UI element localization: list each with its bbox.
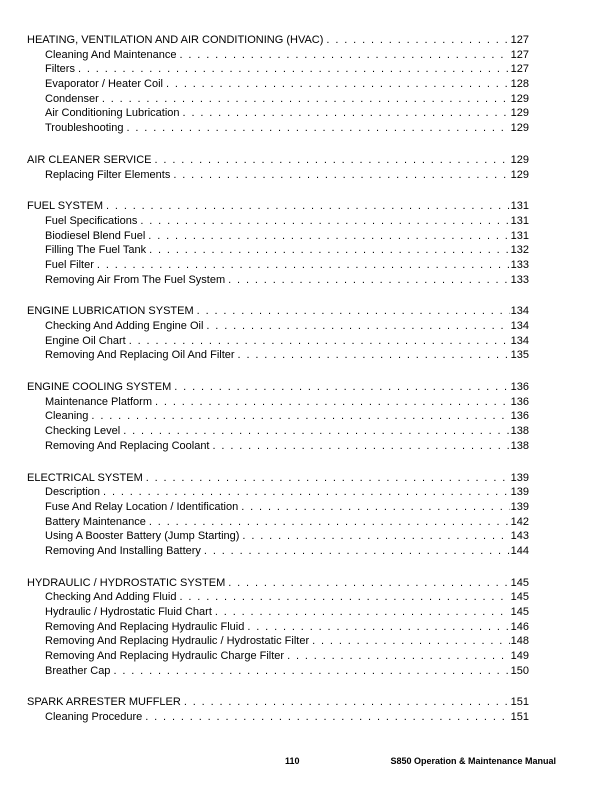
toc-entry-page-number: 138 <box>510 439 529 452</box>
dot-leader <box>215 605 510 620</box>
toc-section <box>27 33 529 136</box>
dot-leader <box>149 515 510 530</box>
dot-leader <box>106 199 510 214</box>
toc-entry[interactable] <box>27 500 529 515</box>
toc-entry-label: Removing And Replacing Hydraulic / Hydrostatic Filter <box>45 635 310 648</box>
toc-section <box>27 304 529 363</box>
toc-entry-label: Filling The Fuel Tank <box>45 244 147 257</box>
toc-entry[interactable] <box>27 121 529 136</box>
dot-leader <box>213 439 510 454</box>
dot-leader <box>91 409 509 424</box>
toc-section-heading[interactable] <box>27 380 529 395</box>
dot-leader <box>204 544 510 559</box>
toc-entry[interactable] <box>27 258 529 273</box>
toc-entry-label: Checking And Adding Fluid <box>45 591 177 604</box>
toc-entry-label: Replacing Filter Elements <box>45 168 171 181</box>
toc-entry-page-number: 139 <box>510 500 529 513</box>
dot-leader <box>197 304 510 319</box>
toc-entry[interactable] <box>27 348 529 363</box>
toc-entry-page-number: 134 <box>510 320 529 332</box>
toc-section-heading[interactable] <box>27 33 529 48</box>
toc-entry-page-number: 142 <box>510 515 529 528</box>
toc-entry-page-number: 146 <box>510 620 529 633</box>
dot-leader <box>97 258 510 273</box>
dot-leader <box>241 500 509 515</box>
toc-entry-label: Hydraulic / Hydrostatic Fluid Chart <box>45 606 212 618</box>
toc-section-heading-label: HEATING, VENTILATION AND AIR CONDITIONING (HVAC) <box>27 34 324 46</box>
toc-entry-page-number: 145 <box>510 606 529 618</box>
page-footer <box>0 756 612 770</box>
dot-leader <box>149 243 510 258</box>
dot-leader <box>228 576 509 591</box>
footer-manual-title: S850 Operation & Maintenance Manual <box>390 756 556 766</box>
toc-entry[interactable] <box>27 273 529 288</box>
dot-leader <box>155 395 510 410</box>
toc-entry[interactable] <box>27 664 529 679</box>
dot-leader <box>326 33 509 48</box>
toc-entry[interactable] <box>27 106 529 121</box>
dot-leader <box>78 62 510 77</box>
toc-entry-label: Description <box>45 486 101 499</box>
toc-section-heading[interactable] <box>27 471 529 486</box>
dot-leader <box>179 590 509 605</box>
toc-entry[interactable] <box>27 319 529 334</box>
dot-leader <box>228 273 510 288</box>
toc-entry-label: Cleaning Procedure <box>45 711 143 724</box>
toc-entry[interactable] <box>27 409 529 424</box>
toc-entry-page-number: 138 <box>510 425 529 438</box>
toc-entry-page-number: 136 <box>510 410 529 423</box>
toc-entry-page-number: 151 <box>510 711 529 724</box>
toc-section-heading-label: FUEL SYSTEM <box>27 200 103 213</box>
dot-leader <box>113 664 509 679</box>
toc-entry[interactable] <box>27 529 529 544</box>
toc-section <box>27 199 529 287</box>
toc-section-heading-page-number: 151 <box>510 696 529 709</box>
toc-entry[interactable] <box>27 168 529 183</box>
dot-leader <box>103 485 510 500</box>
toc-entry-label: Evaporator / Heater Coil <box>45 78 163 91</box>
toc-entry-label: Cleaning <box>45 410 89 423</box>
toc-section <box>27 153 529 182</box>
toc-entry[interactable] <box>27 544 529 559</box>
toc-entry-page-number: 139 <box>510 486 529 499</box>
toc-entry[interactable] <box>27 62 529 77</box>
toc-entry-page-number: 129 <box>510 168 529 181</box>
dot-leader <box>174 380 509 395</box>
dot-leader <box>102 92 510 107</box>
toc-entry-label: Troubleshooting <box>45 122 124 135</box>
toc-section-heading[interactable] <box>27 153 529 168</box>
toc-entry-page-number: 133 <box>510 273 529 286</box>
toc-entry-page-number: 150 <box>510 664 529 677</box>
toc-entry-page-number: 129 <box>510 107 529 120</box>
toc-entry-page-number: 132 <box>510 244 529 257</box>
dot-leader <box>247 620 509 635</box>
dot-leader <box>146 471 510 486</box>
toc-entry-label: Condenser <box>45 92 99 105</box>
dot-leader <box>312 634 510 649</box>
toc-entry-page-number: 129 <box>510 92 529 105</box>
dot-leader <box>129 334 510 349</box>
toc-section-heading[interactable] <box>27 199 529 214</box>
dot-leader <box>155 153 510 168</box>
toc-entry-page-number: 133 <box>510 258 529 271</box>
toc-entry[interactable] <box>27 77 529 92</box>
toc-entry-label: Removing And Replacing Oil And Filter <box>45 349 235 362</box>
dot-leader <box>140 214 509 229</box>
toc-entry[interactable] <box>27 424 529 439</box>
dot-leader <box>126 121 509 136</box>
toc-entry[interactable] <box>27 214 529 229</box>
toc-section-heading-page-number: 134 <box>510 305 529 318</box>
toc-section <box>27 576 529 679</box>
toc-section <box>27 471 529 559</box>
toc-entry[interactable] <box>27 48 529 63</box>
toc-entry-label: Fuse And Relay Location / Identification <box>45 500 239 513</box>
toc-entry-page-number: 127 <box>510 48 529 61</box>
toc-section-heading[interactable] <box>27 576 529 591</box>
toc-section-heading-label: ENGINE LUBRICATION SYSTEM <box>27 305 194 318</box>
toc-entry-page-number: 149 <box>510 650 529 663</box>
toc-section-heading-page-number: 131 <box>510 200 529 213</box>
toc-entry-label: Checking And Adding Engine Oil <box>45 320 204 332</box>
toc-entry-page-number: 131 <box>510 214 529 227</box>
toc-entry-label: Removing And Replacing Hydraulic Charge Filter <box>45 650 285 663</box>
toc-entry-page-number: 128 <box>510 78 529 91</box>
toc-section-heading-label: ENGINE COOLING SYSTEM <box>27 381 172 394</box>
toc-entry-label: Air Conditioning Lubrication <box>45 107 180 120</box>
toc-entry-label: Breather Cap <box>45 664 111 677</box>
dot-leader <box>166 77 510 92</box>
toc-entry-label: Battery Maintenance <box>45 515 146 528</box>
toc-entry-page-number: 134 <box>510 334 529 347</box>
toc-entry-page-number: 129 <box>510 122 529 135</box>
toc-entry-label: Removing And Replacing Hydraulic Fluid <box>45 620 245 633</box>
toc-entry-label: Biodiesel Blend Fuel <box>45 229 146 242</box>
toc-entry-label: Fuel Filter <box>45 258 94 271</box>
toc-entry[interactable] <box>27 515 529 530</box>
table-of-contents <box>27 33 529 742</box>
toc-entry-label: Cleaning And Maintenance <box>45 48 177 61</box>
toc-entry[interactable] <box>27 395 529 410</box>
toc-entry-label: Checking Level <box>45 425 121 438</box>
toc-entry-label: Maintenance Platform <box>45 395 152 408</box>
dot-leader <box>242 529 509 544</box>
toc-section-heading-label: AIR CLEANER SERVICE <box>27 153 152 166</box>
toc-section-heading-page-number: 136 <box>510 381 529 394</box>
toc-entry[interactable] <box>27 439 529 454</box>
toc-section-heading[interactable] <box>27 304 529 319</box>
toc-entry-page-number: 148 <box>510 635 529 648</box>
toc-entry[interactable] <box>27 334 529 349</box>
toc-section <box>27 695 529 724</box>
dot-leader <box>287 649 510 664</box>
toc-entry[interactable] <box>27 710 529 725</box>
toc-entry[interactable] <box>27 620 529 635</box>
toc-entry-label: Filters <box>45 63 75 76</box>
toc-entry[interactable] <box>27 243 529 258</box>
dot-leader <box>206 319 509 334</box>
dot-leader <box>179 48 509 63</box>
toc-entry-page-number: 131 <box>510 229 529 242</box>
toc-section-heading-page-number: 129 <box>510 153 529 166</box>
toc-entry-page-number: 136 <box>510 395 529 408</box>
toc-entry[interactable] <box>27 92 529 107</box>
dot-leader <box>173 168 509 183</box>
toc-entry-label: Fuel Specifications <box>45 214 138 227</box>
toc-entry-label: Removing Air From The Fuel System <box>45 273 226 286</box>
toc-entry-page-number: 135 <box>510 349 529 362</box>
toc-section-heading[interactable] <box>27 695 529 710</box>
toc-entry-page-number: 144 <box>510 544 529 557</box>
dot-leader <box>184 695 510 710</box>
dot-leader <box>238 348 510 363</box>
toc-entry[interactable] <box>27 649 529 664</box>
toc-entry[interactable] <box>27 605 529 620</box>
toc-entry-page-number: 143 <box>510 530 529 543</box>
toc-section-heading-label: ELECTRICAL SYSTEM <box>27 471 143 484</box>
dot-leader <box>123 424 509 439</box>
footer-page-number: 110 <box>285 756 300 766</box>
toc-entry-label: Removing And Replacing Coolant <box>45 439 210 452</box>
toc-section-heading-page-number: 139 <box>510 471 529 484</box>
toc-entry-page-number: 145 <box>510 591 529 604</box>
toc-entry-label: Removing And Installing Battery <box>45 544 201 557</box>
toc-section-heading-page-number: 127 <box>510 34 529 46</box>
toc-section <box>27 380 529 453</box>
toc-entry[interactable] <box>27 485 529 500</box>
toc-entry-label: Engine Oil Chart <box>45 334 126 347</box>
toc-entry-page-number: 127 <box>510 63 529 76</box>
toc-entry[interactable] <box>27 229 529 244</box>
dot-leader <box>148 229 509 244</box>
dot-leader <box>183 106 510 121</box>
toc-entry[interactable] <box>27 590 529 605</box>
toc-entry[interactable] <box>27 634 529 649</box>
toc-section-heading-label: HYDRAULIC / HYDROSTATIC SYSTEM <box>27 576 226 589</box>
toc-section-heading-page-number: 145 <box>510 576 529 589</box>
dot-leader <box>145 710 509 725</box>
toc-entry-label: Using A Booster Battery (Jump Starting) <box>45 530 240 543</box>
toc-section-heading-label: SPARK ARRESTER MUFFLER <box>27 696 181 709</box>
